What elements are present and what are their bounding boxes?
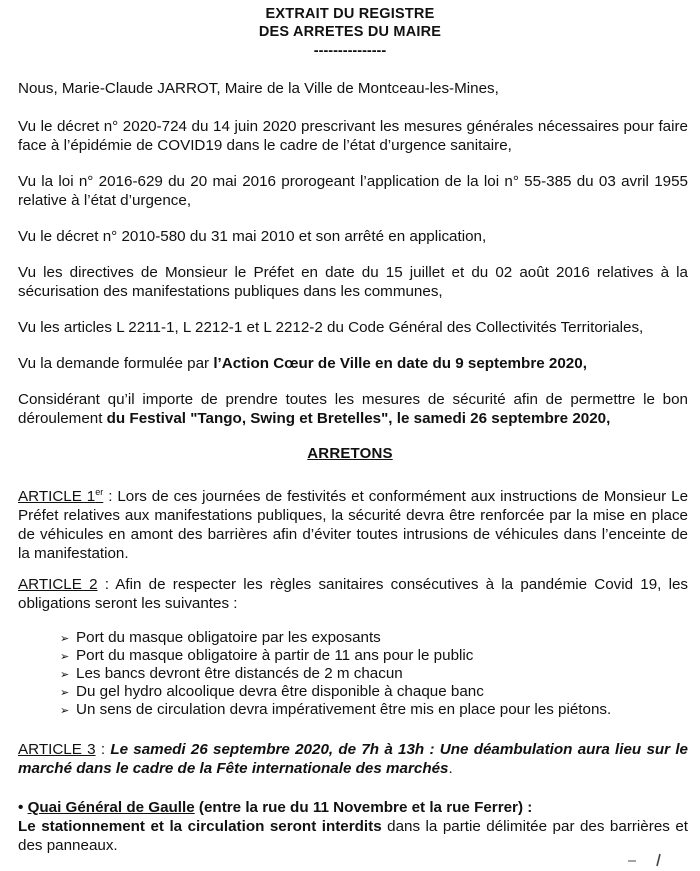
consideration-decree-2010: Vu le décret n° 2010-580 du 31 mai 2010 et son arrêté en application,	[18, 228, 487, 245]
article-3-label: ARTICLE 3	[18, 741, 96, 758]
considering-bold: du Festival "Tango, Swing et Bretelles", le samedi 26 septembre 2020,	[106, 410, 611, 427]
article-1	[18, 483, 688, 563]
location-rule-rest: dans la partie délimitée par des barrières et des panneaux.	[18, 818, 688, 854]
consideration-code-articles: Vu les articles L 2211-1, L 2212-1 et L 2212-2 du Code Général des Collectivités Territoriales,	[18, 319, 644, 336]
location-rule-bold: Le stationnement et la circulation seront interdits	[18, 818, 382, 835]
article-3-sep: :	[95, 741, 111, 758]
location-bullet: •	[18, 799, 24, 816]
request-paragraph	[18, 354, 688, 373]
article-3-end: .	[448, 760, 453, 777]
location-paragraph	[18, 798, 688, 855]
list-item-text: Un sens de circulation devra impérativement être mis en place pour les piétons.	[76, 701, 612, 718]
article-3	[18, 740, 688, 778]
article-1-sup: er	[95, 487, 104, 497]
arrow-bullet-icon: ➢	[60, 651, 70, 663]
article-2-label: ARTICLE 2	[18, 576, 98, 593]
article-1-label-text: ARTICLE 1	[18, 488, 96, 506]
consideration-decree-2020: Vu le décret n° 2020-724 du 14 juin 2020 prescrivant les mesures générales nécessaires pour faire face à l’épidémie de COVID19 dans le cadre de l’état d’urgence sanitaire,	[18, 118, 688, 154]
list-item	[60, 647, 680, 666]
pen-stroke-icon	[626, 852, 666, 868]
list-item-text: Port du masque obligatoire à partir de 11 ans pour le public	[76, 647, 474, 664]
list-item-text: Du gel hydro alcoolique devra être disponible à chaque banc	[76, 683, 484, 700]
title-divider: ---------------	[313, 43, 387, 59]
decision-heading	[0, 445, 700, 462]
request-bold: l’Action Cœur de Ville en date du 9 septembre 2020,	[213, 355, 587, 372]
pen-mark	[626, 852, 666, 871]
list-item	[60, 665, 680, 684]
considering-paragraph	[18, 390, 688, 428]
considering-prefix: Considérant qu’il importe de prendre toutes les mesures de sécurité afin de permettre le bon déroulement	[18, 391, 688, 427]
article-2-text: : Afin de respecter les règles sanitaires consécutives à la pandémie Covid 19, les obligations seront les suivantes :	[18, 576, 688, 612]
list-item-text: Les bancs devront être distancés de 2 m chacun	[76, 665, 403, 682]
consideration-law-2016: Vu la loi n° 2016-629 du 20 mai 2016 prorogeant l’application de la loi n° 55-385 du 03 avril 1955 relative à l’état d’urgence,	[18, 173, 688, 209]
list-item	[60, 701, 680, 720]
list-item	[60, 683, 680, 702]
mayor-intro: Nous, Marie-Claude JARROT, Maire de la Ville de Montceau-les-Mines,	[18, 80, 499, 97]
arrow-bullet-icon: ➢	[60, 633, 70, 645]
register-title-line1: EXTRAIT DU REGISTRE	[265, 6, 435, 22]
article-1-label	[18, 488, 103, 505]
article-3-text: Le samedi 26 septembre 2020, de 7h à 13h : Une déambulation aura lieu sur le marché dans le cadre de la Fête internationale des marchés	[18, 741, 688, 777]
register-title-line2: DES ARRETES DU MAIRE	[258, 24, 442, 40]
arrow-bullet-icon: ➢	[60, 687, 70, 699]
article-1-text: : Lors de ces journées de festivités et conformément aux instructions de Monsieur Le Préfet relatives aux manifestations publiques, la sécurité devra être renforcée par la mise en place de véhicules en amont des barrières afin d’éviter toutes intrusions de véhicules dans l’enceinte de la manifestation.	[18, 488, 689, 563]
location-bounds: (entre la rue du 11 Novembre et la rue Ferrer) :	[194, 799, 533, 816]
article-2	[18, 575, 688, 613]
request-prefix: Vu la demande formulée par	[18, 355, 214, 372]
arrow-bullet-icon: ➢	[60, 705, 70, 717]
consideration-prefect-directives: Vu les directives de Monsieur le Préfet en date du 15 juillet et du 02 août 2016 relatives à la sécurisation des manifestations publiques dans les communes,	[18, 264, 688, 300]
list-item	[60, 629, 680, 648]
list-item-text: Port du masque obligatoire par les exposants	[76, 629, 381, 646]
decision-heading-text: ARRETONS	[307, 445, 393, 462]
location-name: Quai Général de Gaulle	[27, 799, 195, 816]
arrow-bullet-icon: ➢	[60, 669, 70, 681]
